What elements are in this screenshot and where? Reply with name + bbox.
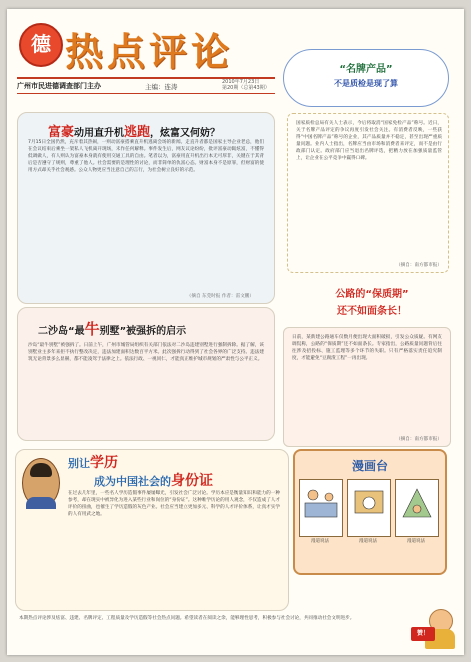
newspaper-page bbox=[7, 9, 464, 655]
headline-part: 别让 bbox=[68, 457, 90, 470]
headline-part: 被强拆的启示 bbox=[126, 326, 187, 337]
article-brand-products bbox=[287, 113, 449, 273]
cartoon-caption: 漫道说法 bbox=[311, 539, 329, 544]
article-body: 在过去几年里，一些名人学历造假事件屡屡曝光，引发社会广泛讨论。学历本应是衡量知识和能力的一种参考，却在现实中被异化为进入某些行业和岗位的“身份证”。这种唯学历论的用人观念，不仅造成了人才评价的扭曲，也催生了学历造假的灰色产业。社会应当建立更加多元、科学的人才评价体系，让真才实学的人有用武之地。 bbox=[68, 491, 280, 517]
cartoon-panel bbox=[347, 479, 391, 537]
publication-line bbox=[17, 77, 275, 94]
cloud-headline-2: 不是质检是现了算 bbox=[334, 79, 398, 88]
article-headline bbox=[48, 121, 220, 140]
headline-cloud bbox=[283, 49, 449, 107]
headline-line-2: 还不如面条长！ bbox=[337, 306, 407, 317]
headline-part: 成为中国社会的 bbox=[94, 475, 171, 488]
page-title: 热点评论 bbox=[65, 29, 234, 74]
portrait-illustration bbox=[22, 458, 60, 508]
headline-part: 富豪 bbox=[48, 125, 75, 140]
cartoon-drawing bbox=[303, 483, 339, 523]
article-headline-1 bbox=[68, 452, 118, 472]
editor-name: 主编：连涛 bbox=[145, 83, 178, 91]
article-source: （摘自：南方都市报） bbox=[396, 263, 442, 268]
issue-date: 2010年7月23日 bbox=[222, 79, 260, 85]
article-body: 日前，某新建公路通车仅数月便出现大面积破损，引发公众质疑。有网友调侃称，公路的“保质期”还不如面条长。专家指出，公路质量问题背后往往涉及招投标、施工监理等多个环节的失职。只有严格落实责任追究制度，才能避免“豆腐渣工程”一再出现。 bbox=[292, 335, 442, 361]
headline-part: 动用直升机 bbox=[74, 128, 125, 139]
article-headline bbox=[38, 318, 186, 339]
mascot-sign: 赞！ bbox=[411, 627, 435, 641]
article-road-quality bbox=[283, 327, 451, 447]
headline-part: 牛 bbox=[84, 320, 100, 338]
issue-number: 第20期（总第43期） bbox=[222, 85, 270, 91]
headline-part: ，炫富又何妨？ bbox=[150, 128, 221, 139]
article-road-headline bbox=[297, 285, 447, 317]
article-body: 7月15日全国仍然，充斥着其热闹，一则动富豪搭乘直升机逃离会场的新闻。走直升者都是国家主导企业老总，他们在会议结束后乘坐一架私人飞机离开现场，未作任何解释。事件发生后，网友议论纷纷，批评富豪动辄炫富，不懂得低调做人，有人则认为富豪本身就有使用交通工具的自由。笔者以为，富豪用直升机出行本无可厚非，关键在于其背后是否遵守了规则，尊重了他人。社会需要的是理性的讨论，而非简单的仇富心态。财富本身不是原罪，但财富的使用方式却关乎社会观感。公众人物更应当注意自己的言行，为社会树立良好的示范。 bbox=[28, 140, 264, 173]
cartoon-panel bbox=[395, 479, 439, 537]
seal-logo: 德 bbox=[19, 23, 63, 67]
cartoon-caption: 漫道说法 bbox=[407, 539, 425, 544]
organization-name: 广州市民进德调查部门主办 bbox=[17, 82, 101, 90]
cartoon-caption: 漫道说法 bbox=[359, 539, 377, 544]
headline-line-1: 公路的“保质期” bbox=[335, 289, 409, 300]
cartoon-panel bbox=[299, 479, 343, 537]
article-villa-demolition bbox=[17, 307, 275, 441]
headline-part: 身份证 bbox=[171, 473, 213, 489]
cartoon-title: 漫画台 bbox=[351, 459, 388, 473]
article-headline-2 bbox=[94, 470, 213, 490]
cartoon-section bbox=[293, 449, 447, 575]
article-body: 沙岛“最牛别墅”被强拆了。日前上午，广州市城管局组织有关部门依法对二沙岛违建别墅进行强制拆除。据了解，该别墅业主多年来拒不执行整改决定，违法加建面积达数百平方米。此次强拆行动得到了社会各界的广泛支持。违法建筑无论背景多么显赫，都不能凌驾于法律之上。依法行政、一视同仁，才能真正维护城市规划的严肃性与公平正义。 bbox=[28, 343, 264, 362]
article-source: （摘自：南方都市报） bbox=[396, 437, 442, 442]
cloud-headline-1: “名牌产品” bbox=[339, 64, 393, 75]
article-source: （摘自 东莞时报 作者：雷文鹏） bbox=[186, 294, 254, 299]
headline-part: “最 bbox=[68, 326, 85, 337]
masthead bbox=[15, 15, 277, 107]
headline-part: 学历 bbox=[90, 455, 118, 471]
article-body: 国家质检总局有关人士表示，今后将取消“国家免检产品”称号。近日，关于名牌产品评定的争议再度引发社会关注。有消费者反映，一些获得“中国名牌产品”称号的企业，其产品质量并不稳定，甚至出现严重质量问题。业内人士指出，名牌应当由市场和消费者来评定，而不是由行政部门认定。政府部门应当退出名牌评选，把精力放在加强质量监管上，让企业在公平竞争中赢得口碑。 bbox=[296, 121, 442, 161]
article-rich-helicopter bbox=[17, 112, 275, 304]
article-education-credential bbox=[15, 449, 289, 611]
headline-part: 二沙岛 bbox=[38, 326, 68, 337]
mascot-illustration bbox=[416, 605, 457, 651]
issue-info bbox=[222, 79, 270, 91]
bottom-text-section bbox=[15, 613, 455, 649]
bottom-body: 本期热点评论涉及炫富、违建、名牌评定、工程质量及学历造假等社会热点问题。希望读者在阅读之余，能够理性思考，积极参与社会讨论，共同推动社会文明进步。 bbox=[19, 616, 355, 621]
cartoon-drawing bbox=[399, 483, 435, 523]
headline-part: 别墅” bbox=[99, 326, 127, 337]
headline-part: 逃跑 bbox=[124, 125, 151, 140]
cartoon-drawing bbox=[351, 483, 387, 523]
